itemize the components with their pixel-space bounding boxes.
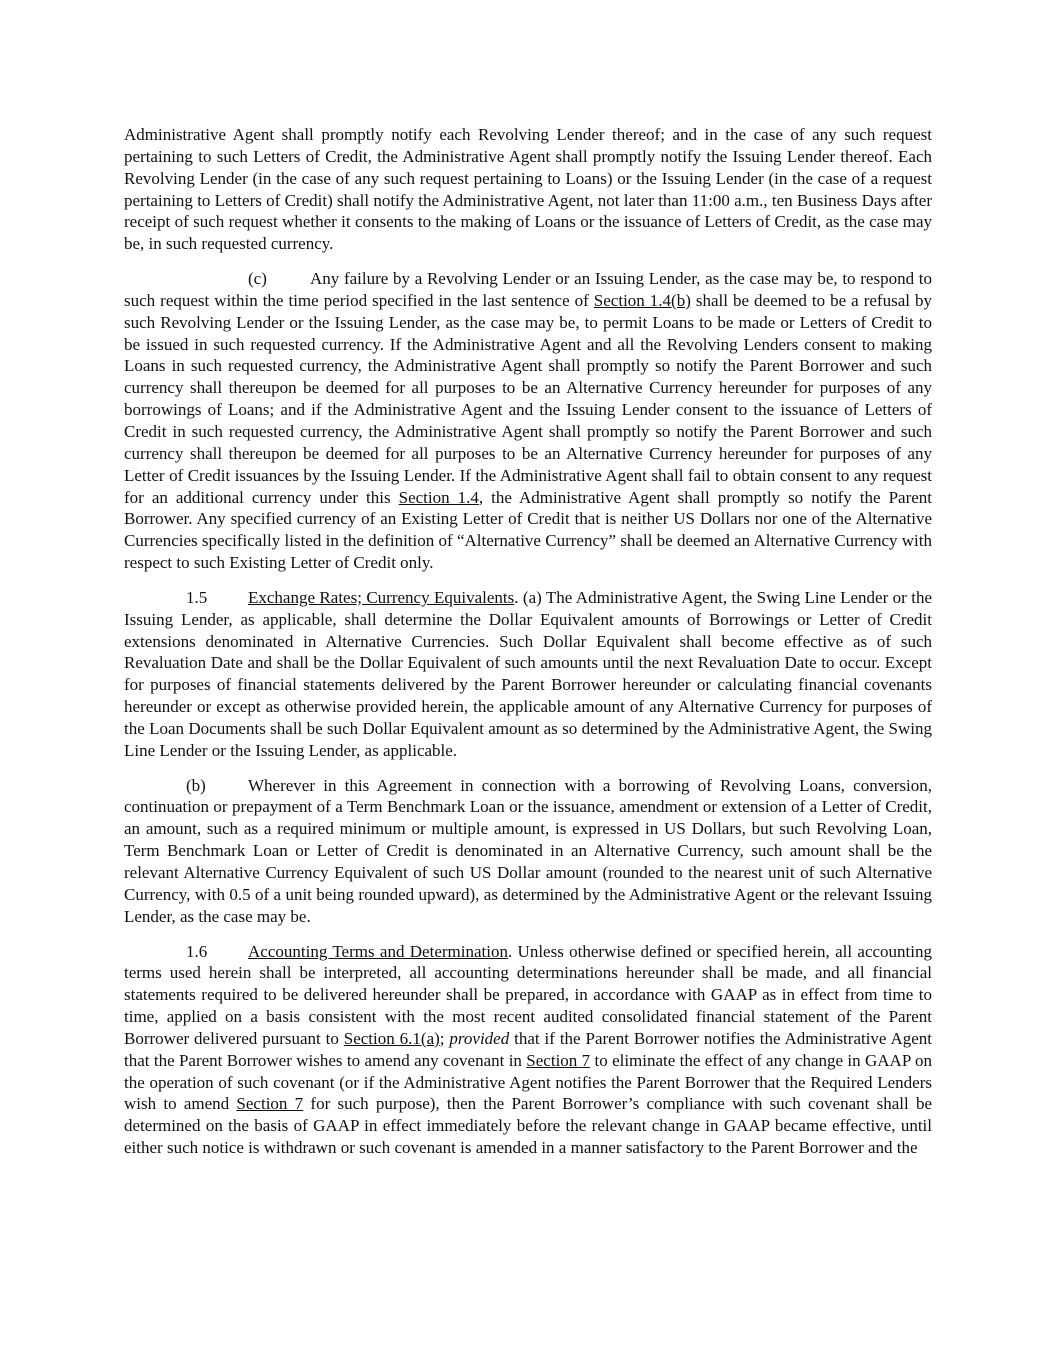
section-reference-link: Section 1.4	[398, 487, 479, 507]
section-text: . Unless otherwise defined or specified herein, all accounting terms used herein shall be interpreted, all accounting determinations hereunder shall be made, and all financial statements required to be delivered hereunder shall be prepared, in accordance with GAAP as in effect from time to time, applied on a basis consistent with the most recent audited consolidated financial statement of the Parent Borrower delivered pursuant to	[124, 941, 932, 1048]
clause-text: shall be deemed to be a refusal by such Revolving Lender or the Issuing Lender, as the case may be, to permit Loans to be made or Letters of Credit to be issued in such requested currency. If the Administrative Agent and all the Revolving Lenders consent to making Loans in such requested currency, the Administrative Agent shall promptly so notify the Parent Borrower and such currency shall thereupon be deemed for all purposes to be an Alternative Currency hereunder for purposes of any borrowings of Loans; and if the Administrative Agent and the Issuing Lender consent to the issuance of Letters of Credit in such requested currency, the Administrative Agent shall promptly so notify the Parent Borrower and such currency shall thereupon be deemed for all purposes to be an Alternative Currency hereunder for purposes of any Letter of Credit issuances by the Issuing Lender. If the Administrative Agent shall fail to obtain consent to any request for an additional currency under this	[124, 290, 932, 507]
paragraph-1-5-b	[124, 775, 932, 928]
section-1-5	[124, 587, 932, 762]
section-reference-link: Section 6.1(a)	[343, 1028, 440, 1048]
section-text: that if the Parent Borrower notifies the Administrative Agent that the Parent Borrower wishes to amend any covenant in	[124, 1028, 932, 1070]
document-page	[124, 124, 932, 1172]
clause-text: Wherever in this Agreement in connection with a borrowing of Revolving Loans, conversion, continuation or prepayment of a Term Benchmark Loan or the issuance, amendment or extension of a Letter of Credit, an amount, such as a required minimum or multiple amount, is expressed in US Dollars, but such Revolving Loan, Term Benchmark Loan or Letter of Credit is denominated in an Alternative Currency, such amount shall be the relevant Alternative Currency Equivalent of such US Dollar amount (rounded to the nearest unit of such Alternative Currency, with 0.5 of a unit being rounded upward), as determined by the Administrative Agent or the relevant Issuing Lender, as the case may be.	[124, 775, 932, 926]
section-reference-link: Section 1.4(b)	[593, 290, 691, 310]
italic-term: provided	[449, 1028, 510, 1048]
section-text: for such purpose), then the Parent Borrower’s compliance with such covenant shall be determined on the basis of GAAP in effect immediately before the relevant change in GAAP became effective, until either such notice is withdrawn or such covenant is amended in a manner satisfactory to the Parent Borrower and the	[124, 1094, 933, 1158]
section-text: to eliminate the effect of any change in GAAP on the operation of such covenant (or if the Administrative Agent notifies the Parent Borrower that the Required Lenders wish to amend	[124, 1050, 932, 1114]
section-text: . (a) The Administrative Agent, the Swing Line Lender or the Issuing Lender, as applicable, shall determine the Dollar Equivalent amounts of Borrowings or Letter of Credit extensions denominated in Alternative Currencies. Such Dollar Equivalent shall become effective as of such Revaluation Date and shall be the Dollar Equivalent of such amounts until the next Revaluation Date to occur. Except for purposes of financial statements delivered by the Parent Borrower hereunder or calculating financial covenants hereunder or except as otherwise provided herein, the applicable amount of any Alternative Currency for purposes of the Loan Documents shall be such Dollar Equivalent amount as so determined by the Administrative Agent, the Swing Line Lender or the Issuing Lender, as applicable.	[124, 587, 932, 760]
paragraph-1-4-c	[124, 268, 932, 574]
clause-text: , the Administrative Agent shall promptly so notify the Parent Borrower. Any specified currency of an Existing Letter of Credit that is neither US Dollars nor one of the Alternative Currencies specifically listed in the definition of “Alternative Currency” shall be deemed an Alternative Currency with respect to such Existing Letter of Credit only.	[124, 487, 933, 573]
clause-text: Any failure by a Revolving Lender or an Issuing Lender, as the case may be, to respond to such request within the time period specified in the last sentence of	[124, 269, 932, 310]
section-number: 1.6	[186, 941, 208, 961]
section-reference-link: Section 7	[526, 1050, 591, 1070]
clause-label: (b)	[186, 775, 206, 795]
paragraph-continuation: Administrative Agent shall promptly notify each Revolving Lender thereof; and in the case of any such request pertaining to such Letters of Credit, the Administrative Agent shall promptly notify the Issuing Lender thereof. Each Revolving Lender (in the case of any such request pertaining to Loans) or the Issuing Lender (in the case of a request pertaining to Letters of Credit) shall notify the Administrative Agent, not later than 11:00 a.m., ten Business Days after receipt of such request whether it consents to the making of Loans or the issuance of Letters of Credit, as the case may be, in such requested currency.	[124, 125, 932, 254]
section-number: 1.5	[186, 587, 208, 607]
section-heading: Exchange Rates; Currency Equivalents	[248, 587, 515, 607]
section-reference-link: Section 7	[236, 1094, 304, 1114]
section-text: ;	[439, 1028, 450, 1048]
section-1-6	[124, 941, 932, 1159]
clause-label: (c)	[248, 269, 267, 289]
section-heading: Accounting Terms and Determination	[248, 941, 508, 961]
